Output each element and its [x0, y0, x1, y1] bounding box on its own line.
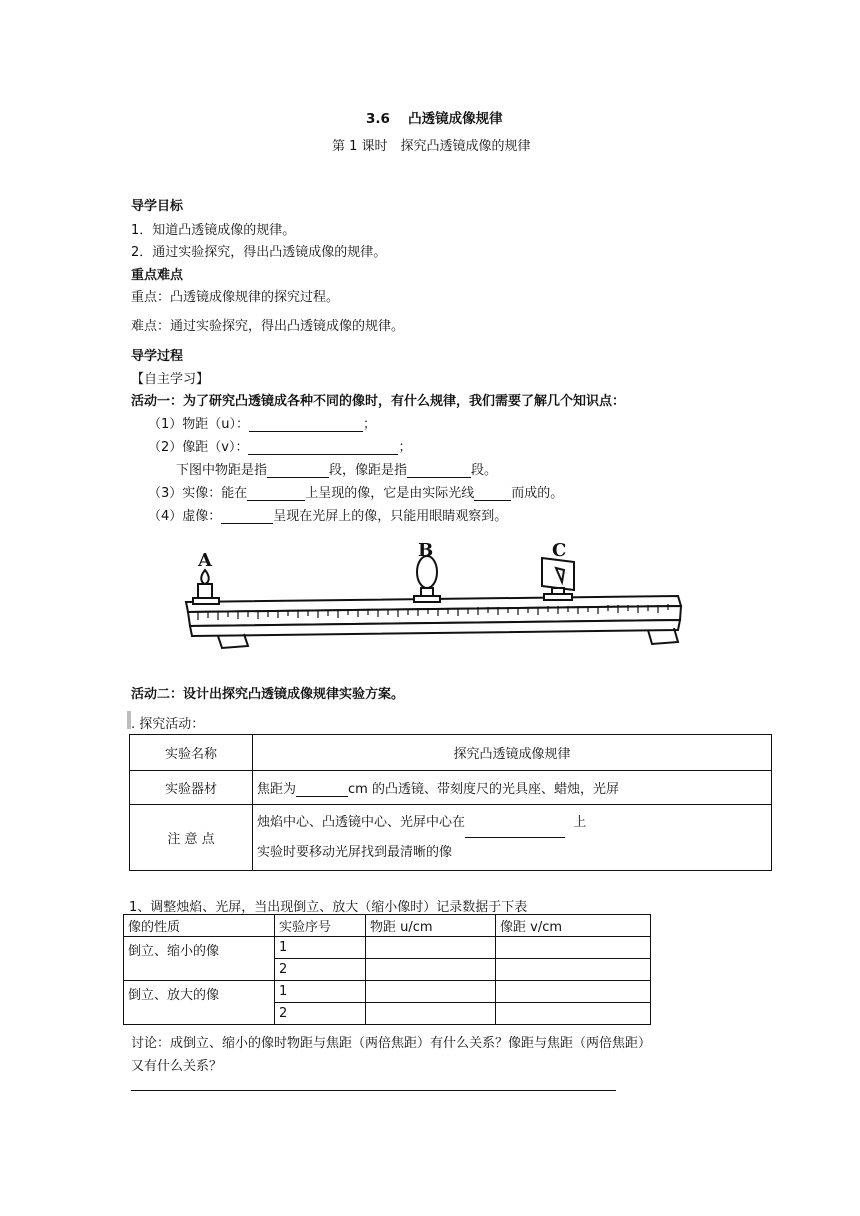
header-image-nature: 像的性质: [124, 915, 275, 937]
q4-text-a: （4）虚像：: [148, 509, 222, 524]
q1-suffix: ；: [363, 417, 377, 432]
self-study-label: 【自主学习】: [131, 372, 210, 387]
object-distance-cell[interactable]: [366, 981, 496, 1003]
group-reduced-image: 倒立、缩小的像: [124, 937, 275, 981]
notes-line1-prefix: 烛焰中心、凸透镜中心、光屏中心在: [257, 814, 466, 830]
question-image-distance: [148, 436, 411, 455]
q2b-text-c: 段。: [471, 463, 498, 478]
virtual-image-blank[interactable]: [221, 509, 273, 524]
header-object-distance: 物距 u/cm: [366, 915, 496, 937]
plan-name-value: 探究凸透镜成像规律: [253, 735, 772, 771]
real-image-blank-2[interactable]: [474, 486, 511, 501]
object-distance-cell[interactable]: [366, 1003, 496, 1025]
question-object-distance: [148, 413, 376, 432]
seq-cell: 1: [275, 937, 366, 959]
image-distance-cell[interactable]: [496, 937, 651, 959]
goal-item-1: 1．知道凸透镜成像的规律。: [131, 223, 296, 238]
q2-blank[interactable]: [248, 440, 398, 455]
discussion-line-1: 讨论：成倒立、缩小的像时物距与焦距（两倍焦距）有什么关系？像距与焦距（两倍焦距）: [131, 1036, 652, 1051]
group-enlarged-image: 倒立、放大的像: [124, 981, 275, 1025]
equipment-prefix: 焦距为: [257, 782, 297, 797]
record-table: [123, 914, 651, 1025]
real-image-blank-1[interactable]: [247, 486, 305, 501]
image-distance-cell[interactable]: [496, 1003, 651, 1025]
header-seq: 实验序号: [275, 915, 366, 937]
q2b-text-a: 下图中物距是指: [176, 463, 268, 478]
q1-blank[interactable]: [249, 417, 363, 432]
q4-text-b: 呈现在光屏上的像，只能用眼睛观察到。: [273, 509, 508, 524]
question-virtual-image: [148, 505, 507, 524]
q2-prefix: （2）像距（v）：: [148, 440, 249, 455]
focal-length-blank[interactable]: [296, 782, 348, 797]
question-real-image: [148, 482, 563, 501]
q3-text-b: 上呈现的像，它是由实际光线: [305, 486, 475, 501]
notes-line-2: 实验时要移动光屏找到最清晰的像: [257, 844, 453, 860]
object-distance-cell[interactable]: [366, 937, 496, 959]
record-instruction: 1、调整烛焰、光屏，当出现倒立、放大（缩小像时）记录数据于下表: [129, 900, 528, 915]
plan-notes-label: 注 意 点: [130, 805, 253, 871]
label-c: C: [552, 540, 567, 561]
goals-heading: 导学目标: [131, 199, 184, 214]
candle-holder-a: [193, 570, 219, 604]
notes-line-1: [257, 808, 767, 838]
label-b: B: [418, 540, 434, 561]
answer-line[interactable]: [131, 1090, 616, 1091]
q1-prefix: （1）物距（u）：: [148, 417, 250, 432]
image-segment-blank[interactable]: [407, 463, 471, 478]
header-image-distance: 像距 v/cm: [496, 915, 651, 937]
activity1-title: 活动一：为了研究凸透镜成各种不同的像时，有什么规律，我们需要了解几个知识点：: [131, 394, 626, 409]
plan-notes-value: [253, 805, 772, 871]
activity2-title: 活动二：设计出探究凸透镜成像规律实验方案。: [131, 687, 405, 702]
optical-bench-figure: [178, 540, 698, 650]
q3-text-a: （3）实像：能在: [148, 486, 248, 501]
label-a: A: [198, 550, 212, 571]
plan-name-label: 实验名称: [130, 735, 253, 771]
equipment-suffix: cm 的凸透镜、带刻度尺的光具座、蜡烛，光屏: [348, 782, 619, 797]
object-distance-cell[interactable]: [366, 959, 496, 981]
plan-equipment-value: [253, 771, 772, 805]
q2b-text-b: 段，像距是指: [329, 463, 408, 478]
key-points-heading: 重点难点: [131, 268, 184, 283]
lens-holder-b: [414, 556, 440, 602]
image-distance-cell[interactable]: [496, 981, 651, 1003]
notes-line1-suffix: 上: [573, 814, 587, 830]
seq-cell: 1: [275, 981, 366, 1003]
q2-suffix: ；: [398, 440, 412, 455]
question-figure-segments: [176, 459, 497, 478]
same-height-blank[interactable]: [465, 823, 565, 838]
key-point-text: 重点：凸透镜成像规律的探究过程。: [131, 290, 340, 305]
goal-item-2: 2．通过实验探究，得出凸透镜成像的规律。: [131, 245, 387, 260]
q3-text-c: 而成的。: [511, 486, 564, 501]
process-heading: 导学过程: [131, 349, 184, 364]
explore-label: . 探究活动：: [131, 717, 205, 732]
experiment-plan-table: [129, 734, 772, 871]
seq-cell: 2: [275, 959, 366, 981]
difficulty-text: 难点：通过实验探究，得出凸透镜成像的规律。: [131, 319, 405, 334]
object-segment-blank[interactable]: [267, 463, 329, 478]
screen-holder-c: [542, 558, 574, 600]
seq-cell: 2: [275, 1003, 366, 1025]
image-distance-cell[interactable]: [496, 959, 651, 981]
plan-equipment-label: 实验器材: [130, 771, 253, 805]
document-title: 3.6 凸透镜成像规律: [366, 111, 503, 127]
discussion-line-2: 又有什么关系？: [131, 1059, 223, 1074]
document-subtitle: 第 1 课时 探究凸透镜成像的规律: [332, 139, 531, 154]
